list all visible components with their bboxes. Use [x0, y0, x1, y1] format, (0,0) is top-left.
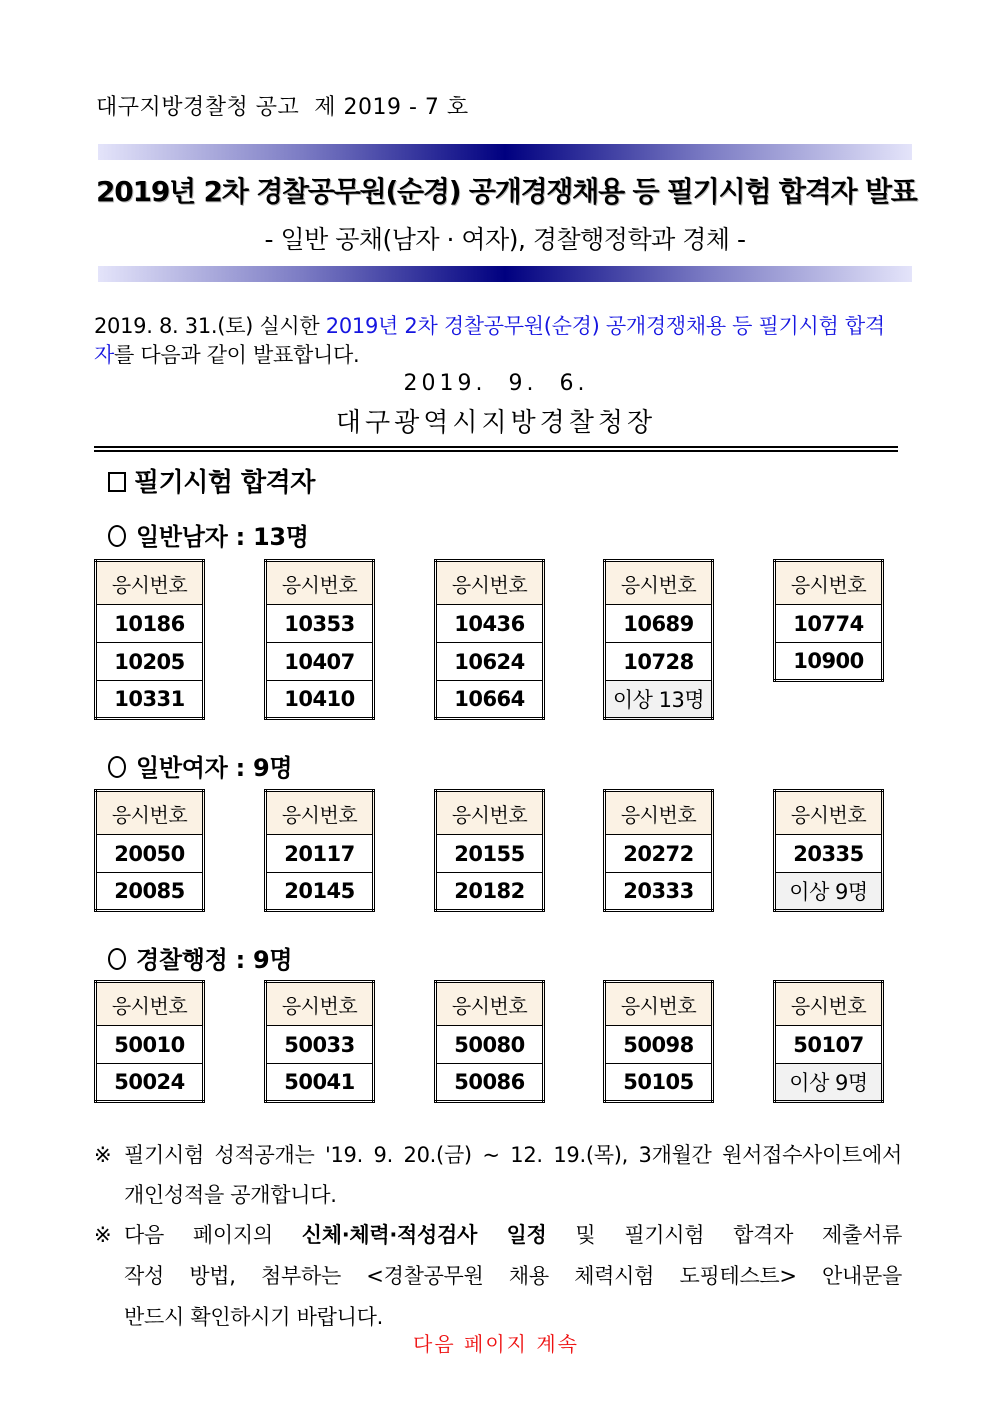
note-line: 개인성적을 공개합니다.	[124, 1183, 337, 1207]
table-header: 응시번호	[605, 791, 713, 835]
group-title-female	[108, 748, 292, 783]
candidate-table	[434, 789, 545, 912]
table-header: 응시번호	[436, 791, 544, 835]
table-cell: 50024	[96, 1064, 204, 1102]
candidate-table	[434, 559, 545, 720]
group-title-police-admin	[108, 940, 292, 975]
table-cell: 10205	[96, 643, 204, 681]
candidate-table	[264, 980, 375, 1103]
section-title-text: 필기시험 합격자	[134, 468, 315, 498]
note-line: 필기시험 성적공개는 '19. 9. 20.(금) ~ 12. 19.(목), 3개월간 원서접수사이트에서	[124, 1143, 902, 1167]
circle-bullet-icon	[108, 756, 126, 778]
issuer: 대구광역시지방경찰청장	[335, 408, 657, 438]
table-total: 이상 9명	[775, 873, 883, 911]
page-title: 2019년 2차 경찰공무원(순경) 공개경쟁채용 등 필기시험 합격자 발표	[96, 175, 917, 208]
candidate-table	[773, 980, 884, 1103]
table-header: 응시번호	[436, 561, 544, 605]
note-line: 반드시 확인하시기 바랍니다.	[124, 1305, 383, 1329]
table-cell: 50086	[436, 1064, 544, 1102]
note-text: 및 필기시험 합격자 제출서류	[546, 1223, 902, 1247]
table-header: 응시번호	[605, 982, 713, 1026]
note-text: 다음 페이지의	[124, 1223, 302, 1247]
table-header: 응시번호	[605, 561, 713, 605]
table-cell: 10436	[436, 605, 544, 643]
note-emphasis: 신체·체력·적성검사 일정	[301, 1223, 547, 1247]
candidate-table	[94, 789, 205, 912]
table-cell: 10353	[266, 605, 374, 643]
table-cell: 20050	[96, 835, 204, 873]
table-header: 응시번호	[266, 791, 374, 835]
table-total: 이상 13명	[605, 681, 713, 719]
group-title-text: 일반남자 : 13명	[136, 523, 309, 551]
candidate-table	[94, 559, 205, 720]
circle-bullet-icon	[108, 948, 126, 970]
title-bottom-bar	[98, 266, 912, 282]
candidate-table	[94, 980, 205, 1103]
group-title-male	[108, 517, 309, 552]
table-header: 응시번호	[96, 791, 204, 835]
table-cell: 10331	[96, 681, 204, 719]
table-header: 응시번호	[775, 982, 883, 1026]
table-total: 이상 9명	[775, 1064, 883, 1102]
title-top-bar	[98, 144, 912, 160]
table-header: 응시번호	[775, 561, 883, 605]
double-divider	[94, 446, 898, 452]
table-cell: 50107	[775, 1026, 883, 1064]
table-cell: 10689	[605, 605, 713, 643]
table-cell: 10774	[775, 605, 883, 643]
table-header: 응시번호	[436, 982, 544, 1026]
table-cell: 10664	[436, 681, 544, 719]
candidate-table	[434, 980, 545, 1103]
table-cell: 10407	[266, 643, 374, 681]
table-cell: 20085	[96, 873, 204, 911]
candidate-table	[773, 789, 884, 912]
intro-suffix: 를 다음과 같이 발표합니다.	[114, 343, 360, 367]
table-cell: 10728	[605, 643, 713, 681]
page-subtitle: - 일반 공채(남자 · 여자), 경찰행정학과 경체 -	[264, 225, 746, 254]
table-cell: 20155	[436, 835, 544, 873]
table-cell: 10900	[775, 643, 883, 681]
table-cell: 20182	[436, 873, 544, 911]
table-header: 응시번호	[266, 982, 374, 1026]
table-cell: 50033	[266, 1026, 374, 1064]
table-header: 응시번호	[96, 982, 204, 1026]
intro-highlight: 2019년 2차 경찰공무원(순경) 공개경쟁채용 등 필기시험 합격자	[94, 314, 885, 367]
candidate-table	[603, 980, 714, 1103]
note-line	[94, 1215, 902, 1256]
candidate-table	[603, 559, 714, 720]
table-cell: 50010	[96, 1026, 204, 1064]
table-cell: 10186	[96, 605, 204, 643]
announcement-date: 2019. 9. 6.	[403, 371, 589, 396]
reference-mark-icon: ※	[94, 1223, 112, 1247]
circle-bullet-icon	[108, 525, 126, 547]
candidate-table	[603, 789, 714, 912]
note-score-disclosure	[94, 1135, 902, 1215]
table-cell: 20333	[605, 873, 713, 911]
candidate-table	[773, 559, 884, 682]
table-cell: 50105	[605, 1064, 713, 1102]
table-cell: 20272	[605, 835, 713, 873]
table-cell: 10624	[436, 643, 544, 681]
group-title-text: 일반여자 : 9명	[136, 754, 293, 782]
table-header: 응시번호	[775, 791, 883, 835]
table-cell: 50041	[266, 1064, 374, 1102]
candidate-table	[264, 559, 375, 720]
note-line: 작성 방법, 첨부하는 <경찰공무원 채용 체력시험 도핑테스트> 안내문을	[124, 1264, 902, 1288]
table-cell: 50098	[605, 1026, 713, 1064]
table-header: 응시번호	[96, 561, 204, 605]
table-cell: 20335	[775, 835, 883, 873]
table-cell: 20145	[266, 873, 374, 911]
reference-mark-icon: ※	[94, 1143, 112, 1167]
checkbox-square-icon	[108, 472, 126, 492]
table-cell: 20117	[266, 835, 374, 873]
note-next-page	[94, 1215, 902, 1338]
table-header: 응시번호	[266, 561, 374, 605]
continue-next-page: 다음 페이지 계속	[413, 1332, 579, 1356]
table-cell: 10410	[266, 681, 374, 719]
table-cell: 50080	[436, 1026, 544, 1064]
section-title	[108, 462, 315, 499]
group-title-text: 경찰행정 : 9명	[136, 946, 293, 974]
candidate-table	[264, 789, 375, 912]
intro-paragraph	[94, 312, 904, 370]
notice-number: 대구지방경찰청 공고 제 2019 - 7 호	[96, 95, 469, 120]
intro-prefix: 2019. 8. 31.(토) 실시한	[94, 314, 326, 338]
